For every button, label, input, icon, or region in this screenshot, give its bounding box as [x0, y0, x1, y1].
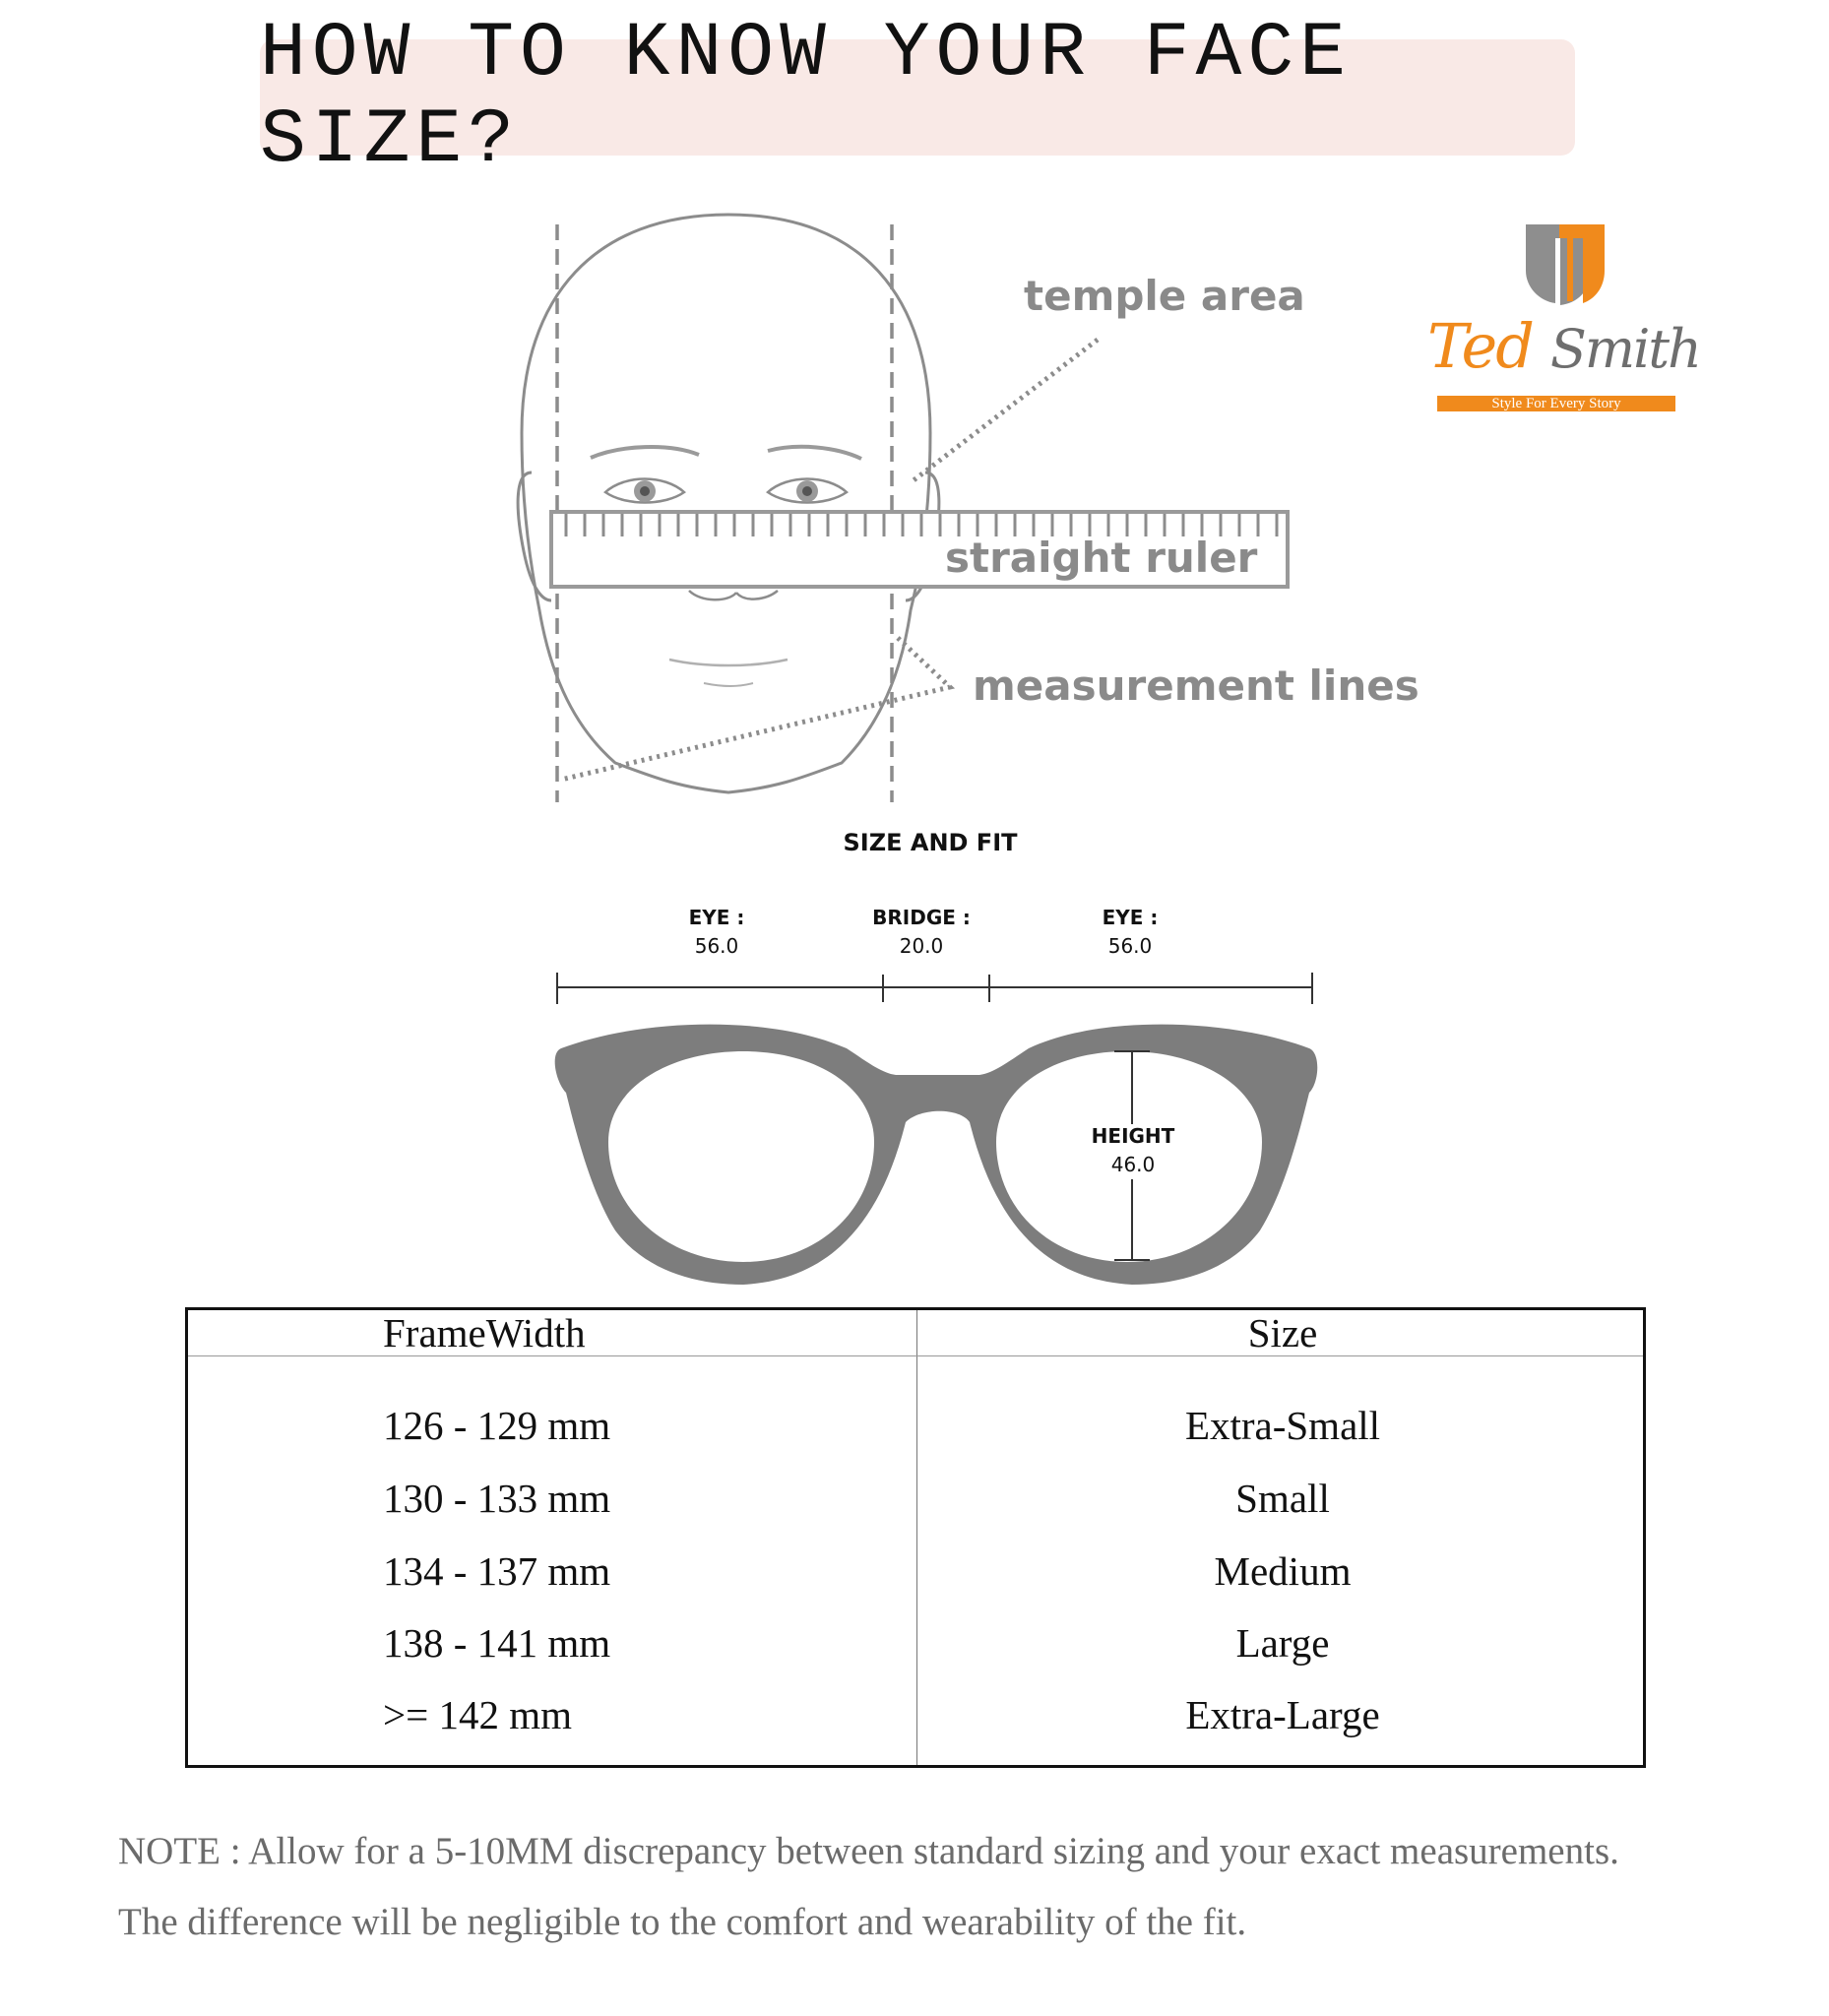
bridge-value: 20.0 — [899, 934, 944, 958]
note-line-1: NOTE : Allow for a 5-10MM discrepancy between standard sizing and your exact measurements. — [118, 1830, 1619, 1872]
column-header-size: Size — [1247, 1310, 1318, 1355]
page-title: HOW TO KNOW YOUR FACE SIZE? — [260, 11, 1352, 184]
size-cell: Extra-Small — [1184, 1403, 1381, 1448]
height-value: 46.0 — [1110, 1153, 1156, 1176]
eye-left-value: 56.0 — [694, 934, 739, 958]
table-row — [188, 1462, 1643, 1535]
size-table — [185, 1307, 1646, 1768]
eye-left-label: EYE : — [688, 906, 745, 929]
size-cell: Small — [1235, 1476, 1330, 1521]
note-line-2: The difference will be negligible to the comfort and wearability of the fit. — [118, 1901, 1247, 1943]
table-row — [188, 1535, 1643, 1607]
table-row — [188, 1678, 1643, 1751]
dimension-line — [557, 973, 1312, 1004]
brand-name-last: Smith — [1549, 318, 1700, 380]
height-dimension — [1054, 1122, 1212, 1179]
size-and-fit-title: SIZE AND FIT — [843, 829, 1018, 856]
column-header-framewidth: FrameWidth — [383, 1310, 586, 1355]
frame-width-cell: 138 - 141 mm — [383, 1620, 611, 1666]
size-cell: Large — [1235, 1620, 1330, 1666]
frame-width-cell: 130 - 133 mm — [383, 1476, 611, 1521]
table-row — [188, 1389, 1643, 1462]
frame-width-cell: 126 - 129 mm — [383, 1403, 611, 1448]
frame-width-cell: >= 142 mm — [383, 1692, 573, 1737]
brand-tagline: Style For Every Story — [1437, 396, 1675, 411]
frame-width-cell: 134 - 137 mm — [383, 1548, 611, 1594]
size-cell: Extra-Large — [1185, 1692, 1380, 1737]
bridge-label: BRIDGE : — [872, 906, 971, 929]
size-cell: Medium — [1214, 1548, 1352, 1594]
straight-ruler-label: straight ruler — [945, 534, 1258, 582]
height-label: HEIGHT — [1091, 1124, 1175, 1148]
brand-name-first: Ted — [1427, 310, 1533, 382]
eye-right-label: EYE : — [1102, 906, 1159, 929]
table-row — [188, 1606, 1643, 1679]
temple-area-label: temple area — [1024, 272, 1305, 320]
eye-right-value: 56.0 — [1107, 934, 1153, 958]
measurement-lines-label: measurement lines — [973, 662, 1419, 710]
table-header-divider — [188, 1355, 1643, 1356]
